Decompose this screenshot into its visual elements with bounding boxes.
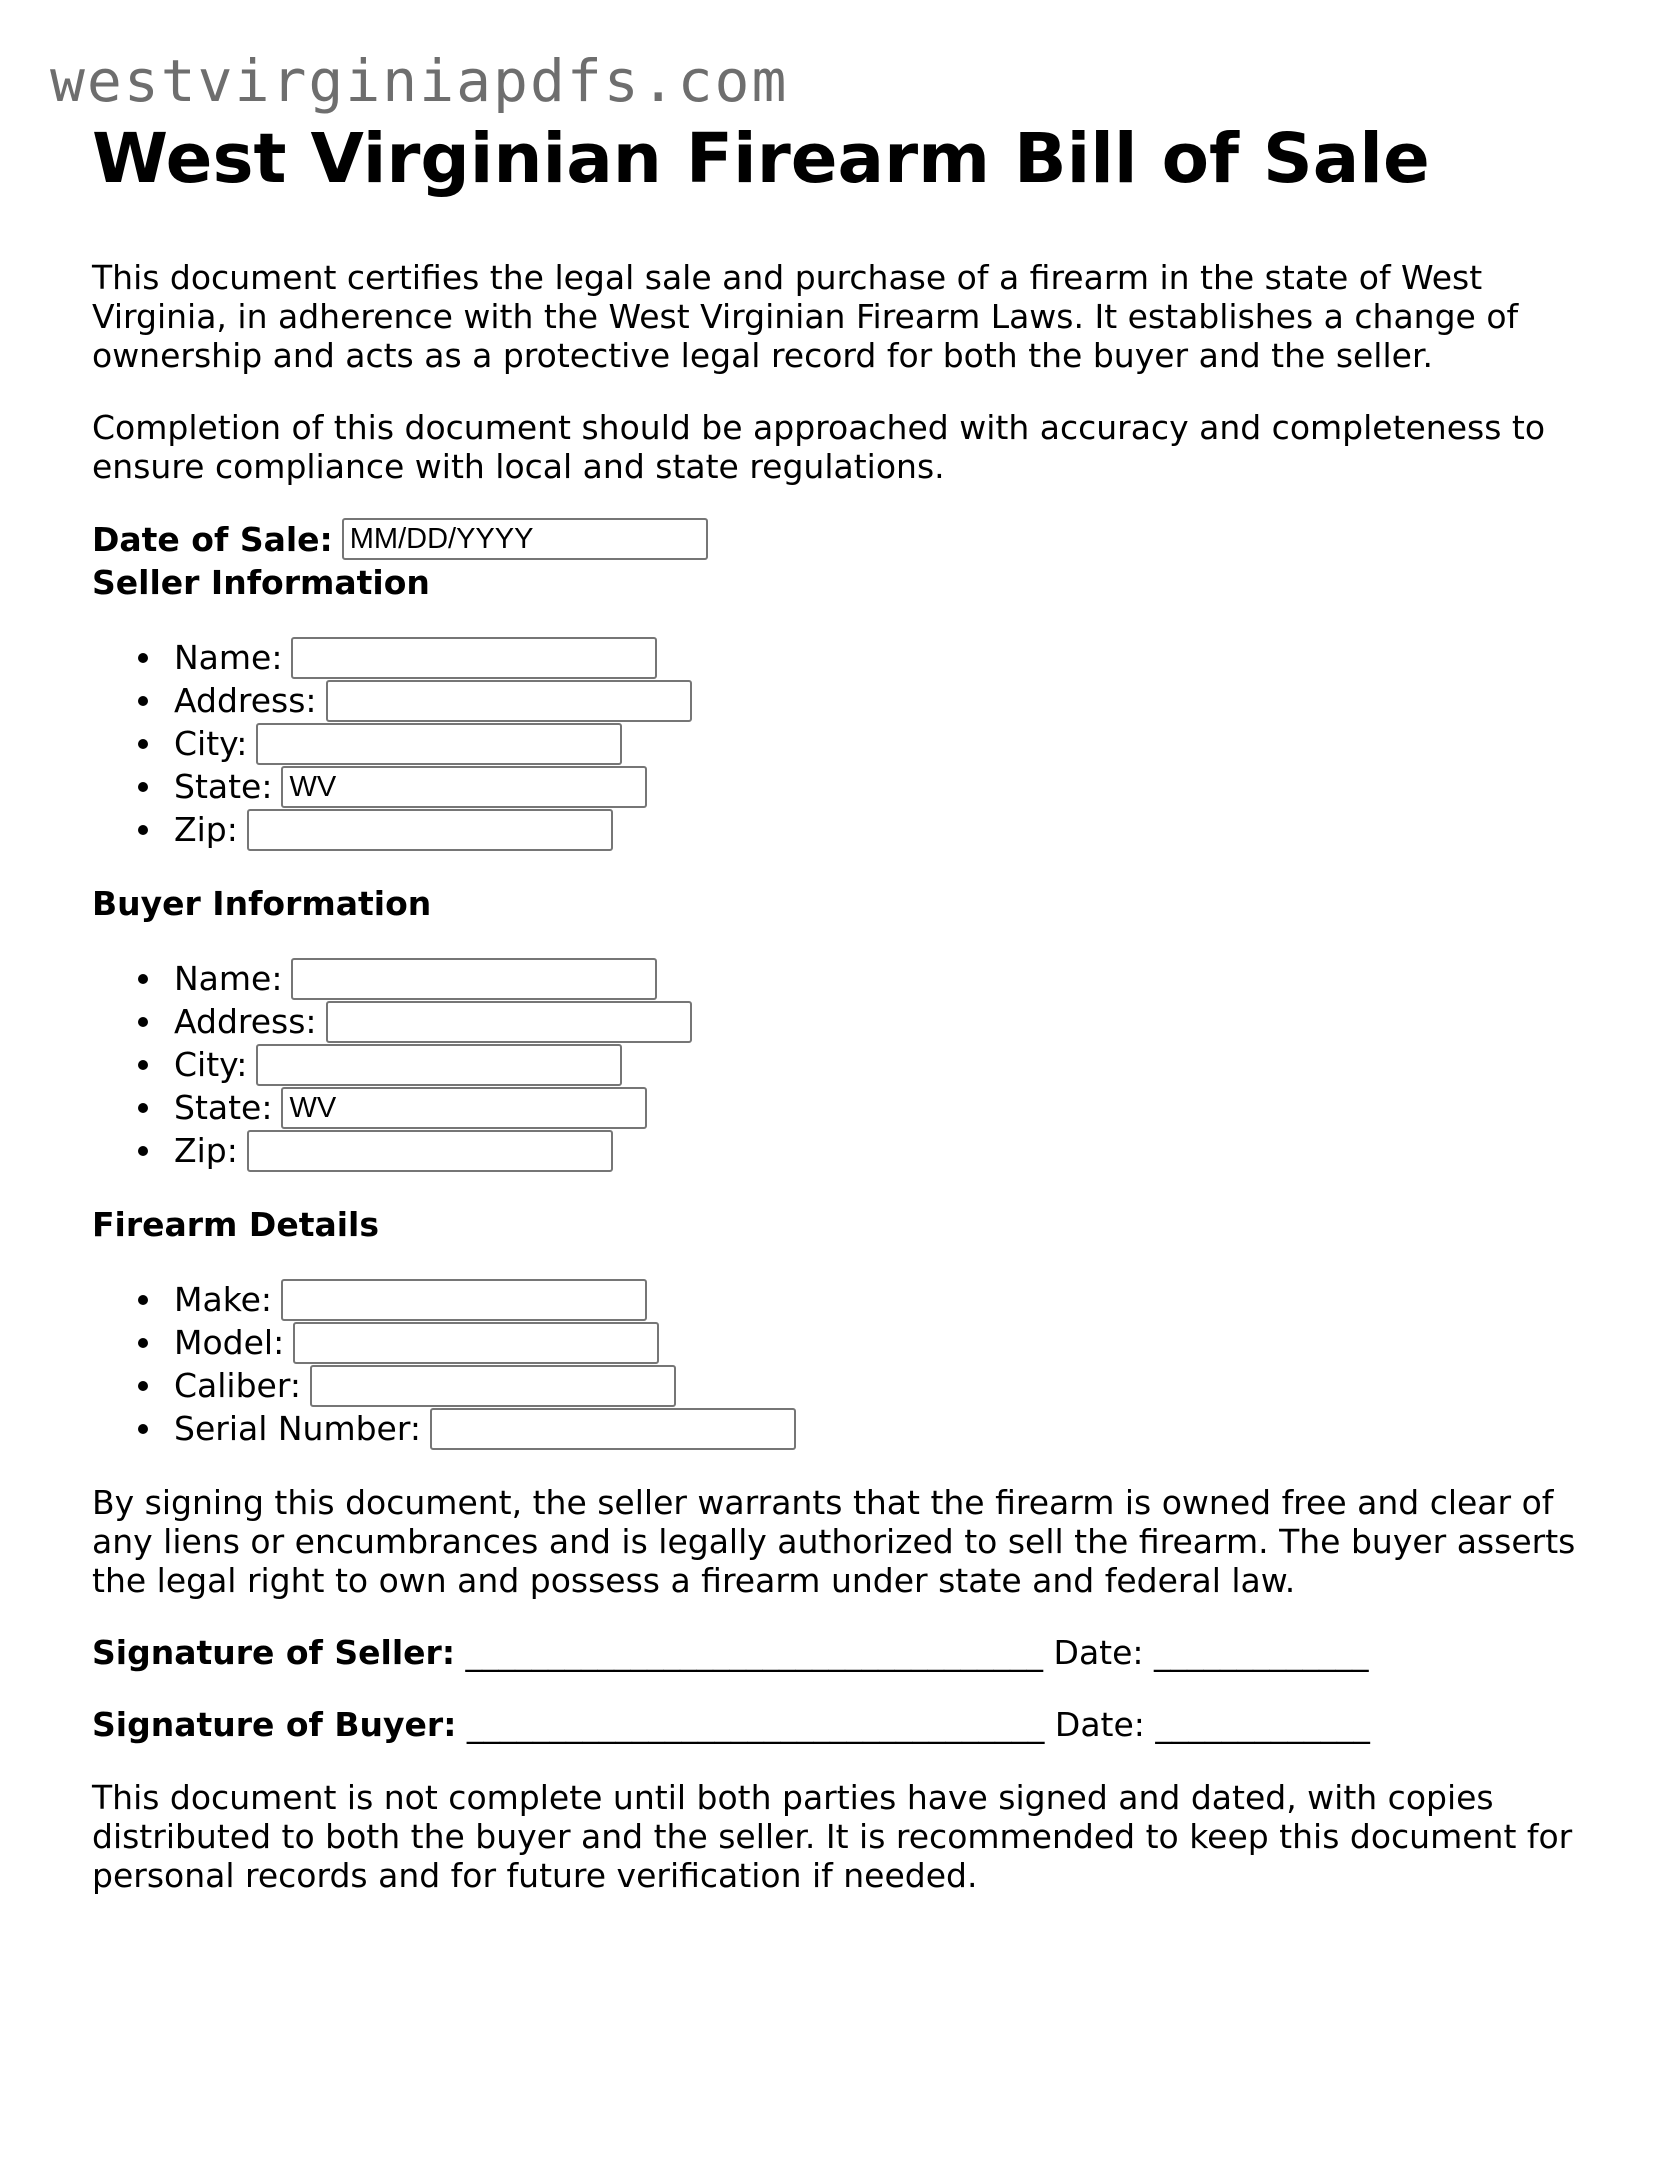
- firearm-caliber-row: [92, 1364, 1592, 1407]
- seller-name-row: [92, 636, 1592, 679]
- seller-date-line[interactable]: _____________: [1154, 1633, 1369, 1672]
- seller-signature-line[interactable]: ___________________________________: [465, 1633, 1044, 1672]
- seller-zip-row: [92, 808, 1592, 851]
- buyer-state-field[interactable]: WV: [281, 1087, 647, 1129]
- bullet: [138, 1103, 148, 1113]
- buyer-fields: [92, 957, 1592, 1172]
- completion-note: Completion of this document should be approached with accuracy and completeness to ensure compliance with local and state regulations.: [92, 408, 1546, 486]
- intro-paragraph: This document certifies the legal sale and purchase of a firearm in the state of West Virginia, in adherence with the West Virginian Firearm Laws. It establishes a change of ownership and acts as a protective legal record for both the buyer and the seller.: [92, 258, 1519, 375]
- field-label: Make:: [174, 1280, 273, 1319]
- bullet: [138, 1381, 148, 1391]
- seller-date-label: Date:: [1053, 1633, 1144, 1672]
- bullet: [138, 825, 148, 835]
- field-label: Zip:: [174, 1131, 238, 1170]
- field-label: Caliber:: [174, 1366, 301, 1405]
- seller-information-heading: Seller Information: [92, 563, 430, 602]
- firearm-serial-number-row: [92, 1407, 1592, 1450]
- field-label: Address:: [174, 1002, 317, 1041]
- firearm-model-row: [92, 1321, 1592, 1364]
- bullet: [138, 1060, 148, 1070]
- bullet: [138, 696, 148, 706]
- seller-zip-field[interactable]: [247, 809, 613, 851]
- bill-of-sale-document: [92, 118, 1592, 1895]
- seller-address-field[interactable]: [326, 680, 692, 722]
- bullet: [138, 739, 148, 749]
- buyer-signature-row: [92, 1705, 1592, 1745]
- buyer-city-row: [92, 1043, 1592, 1086]
- buyer-date-line[interactable]: _____________: [1155, 1705, 1370, 1744]
- field-label: Name:: [174, 638, 283, 677]
- seller-signature-row: [92, 1633, 1592, 1673]
- bullet: [138, 1146, 148, 1156]
- buyer-city-field[interactable]: [256, 1044, 622, 1086]
- firearm-model-field[interactable]: [293, 1322, 659, 1364]
- buyer-signature-line[interactable]: ___________________________________: [466, 1705, 1045, 1744]
- bullet: [138, 653, 148, 663]
- bullet: [138, 974, 148, 984]
- bullet: [138, 1338, 148, 1348]
- document-title: West Virginian Firearm Bill of Sale: [92, 119, 1430, 199]
- seller-state-field[interactable]: WV: [281, 766, 647, 808]
- firearm-make-row: [92, 1278, 1592, 1321]
- closing-paragraph: This document is not complete until both parties have signed and dated, with copies distributed to both the buyer and the seller. It is recommended to keep this document for personal records and for future verification if needed.: [92, 1778, 1573, 1895]
- buyer-zip-field[interactable]: [247, 1130, 613, 1172]
- field-label: Zip:: [174, 810, 238, 849]
- firearm-details-heading: Firearm Details: [92, 1205, 380, 1244]
- buyer-zip-row: [92, 1129, 1592, 1172]
- date-of-sale-label: Date of Sale:: [92, 519, 333, 559]
- firearm-fields: [92, 1278, 1592, 1450]
- seller-name-field[interactable]: [291, 637, 657, 679]
- bullet: [138, 782, 148, 792]
- bullet: [138, 1424, 148, 1434]
- seller-signature-label: Signature of Seller:: [92, 1633, 456, 1672]
- field-label: City:: [174, 1045, 248, 1084]
- buyer-signature-label: Signature of Buyer:: [92, 1705, 457, 1744]
- date-of-sale-field[interactable]: MM/DD/YYYY: [342, 518, 708, 560]
- buyer-state-row: [92, 1086, 1592, 1129]
- field-label: State:: [174, 1088, 273, 1127]
- buyer-address-row: [92, 1000, 1592, 1043]
- seller-fields: [92, 636, 1592, 851]
- field-label: Serial Number:: [174, 1409, 421, 1448]
- firearm-serial-number-field[interactable]: [430, 1408, 796, 1450]
- bullet: [138, 1017, 148, 1027]
- firearm-caliber-field[interactable]: [310, 1365, 676, 1407]
- buyer-date-label: Date:: [1054, 1705, 1145, 1744]
- bullet: [138, 1295, 148, 1305]
- field-label: Name:: [174, 959, 283, 998]
- field-label: Model:: [174, 1323, 285, 1362]
- field-label: State:: [174, 767, 273, 806]
- seller-address-row: [92, 679, 1592, 722]
- buyer-information-heading: Buyer Information: [92, 884, 432, 923]
- field-label: Address:: [174, 681, 317, 720]
- warranty-paragraph: By signing this document, the seller warrants that the firearm is owned free and clear of any liens or encumbrances and is legally authorized to sell the firearm. The buyer asserts the legal right to own and possess a firearm under state and federal law.: [92, 1483, 1576, 1600]
- seller-city-field[interactable]: [256, 723, 622, 765]
- buyer-address-field[interactable]: [326, 1001, 692, 1043]
- firearm-make-field[interactable]: [281, 1279, 647, 1321]
- buyer-name-row: [92, 957, 1592, 1000]
- site-watermark: westvirginiapdfs.com: [50, 47, 789, 115]
- buyer-name-field[interactable]: [291, 958, 657, 1000]
- seller-state-row: [92, 765, 1592, 808]
- field-label: City:: [174, 724, 248, 763]
- date-of-sale-row: [92, 519, 1592, 559]
- seller-city-row: [92, 722, 1592, 765]
